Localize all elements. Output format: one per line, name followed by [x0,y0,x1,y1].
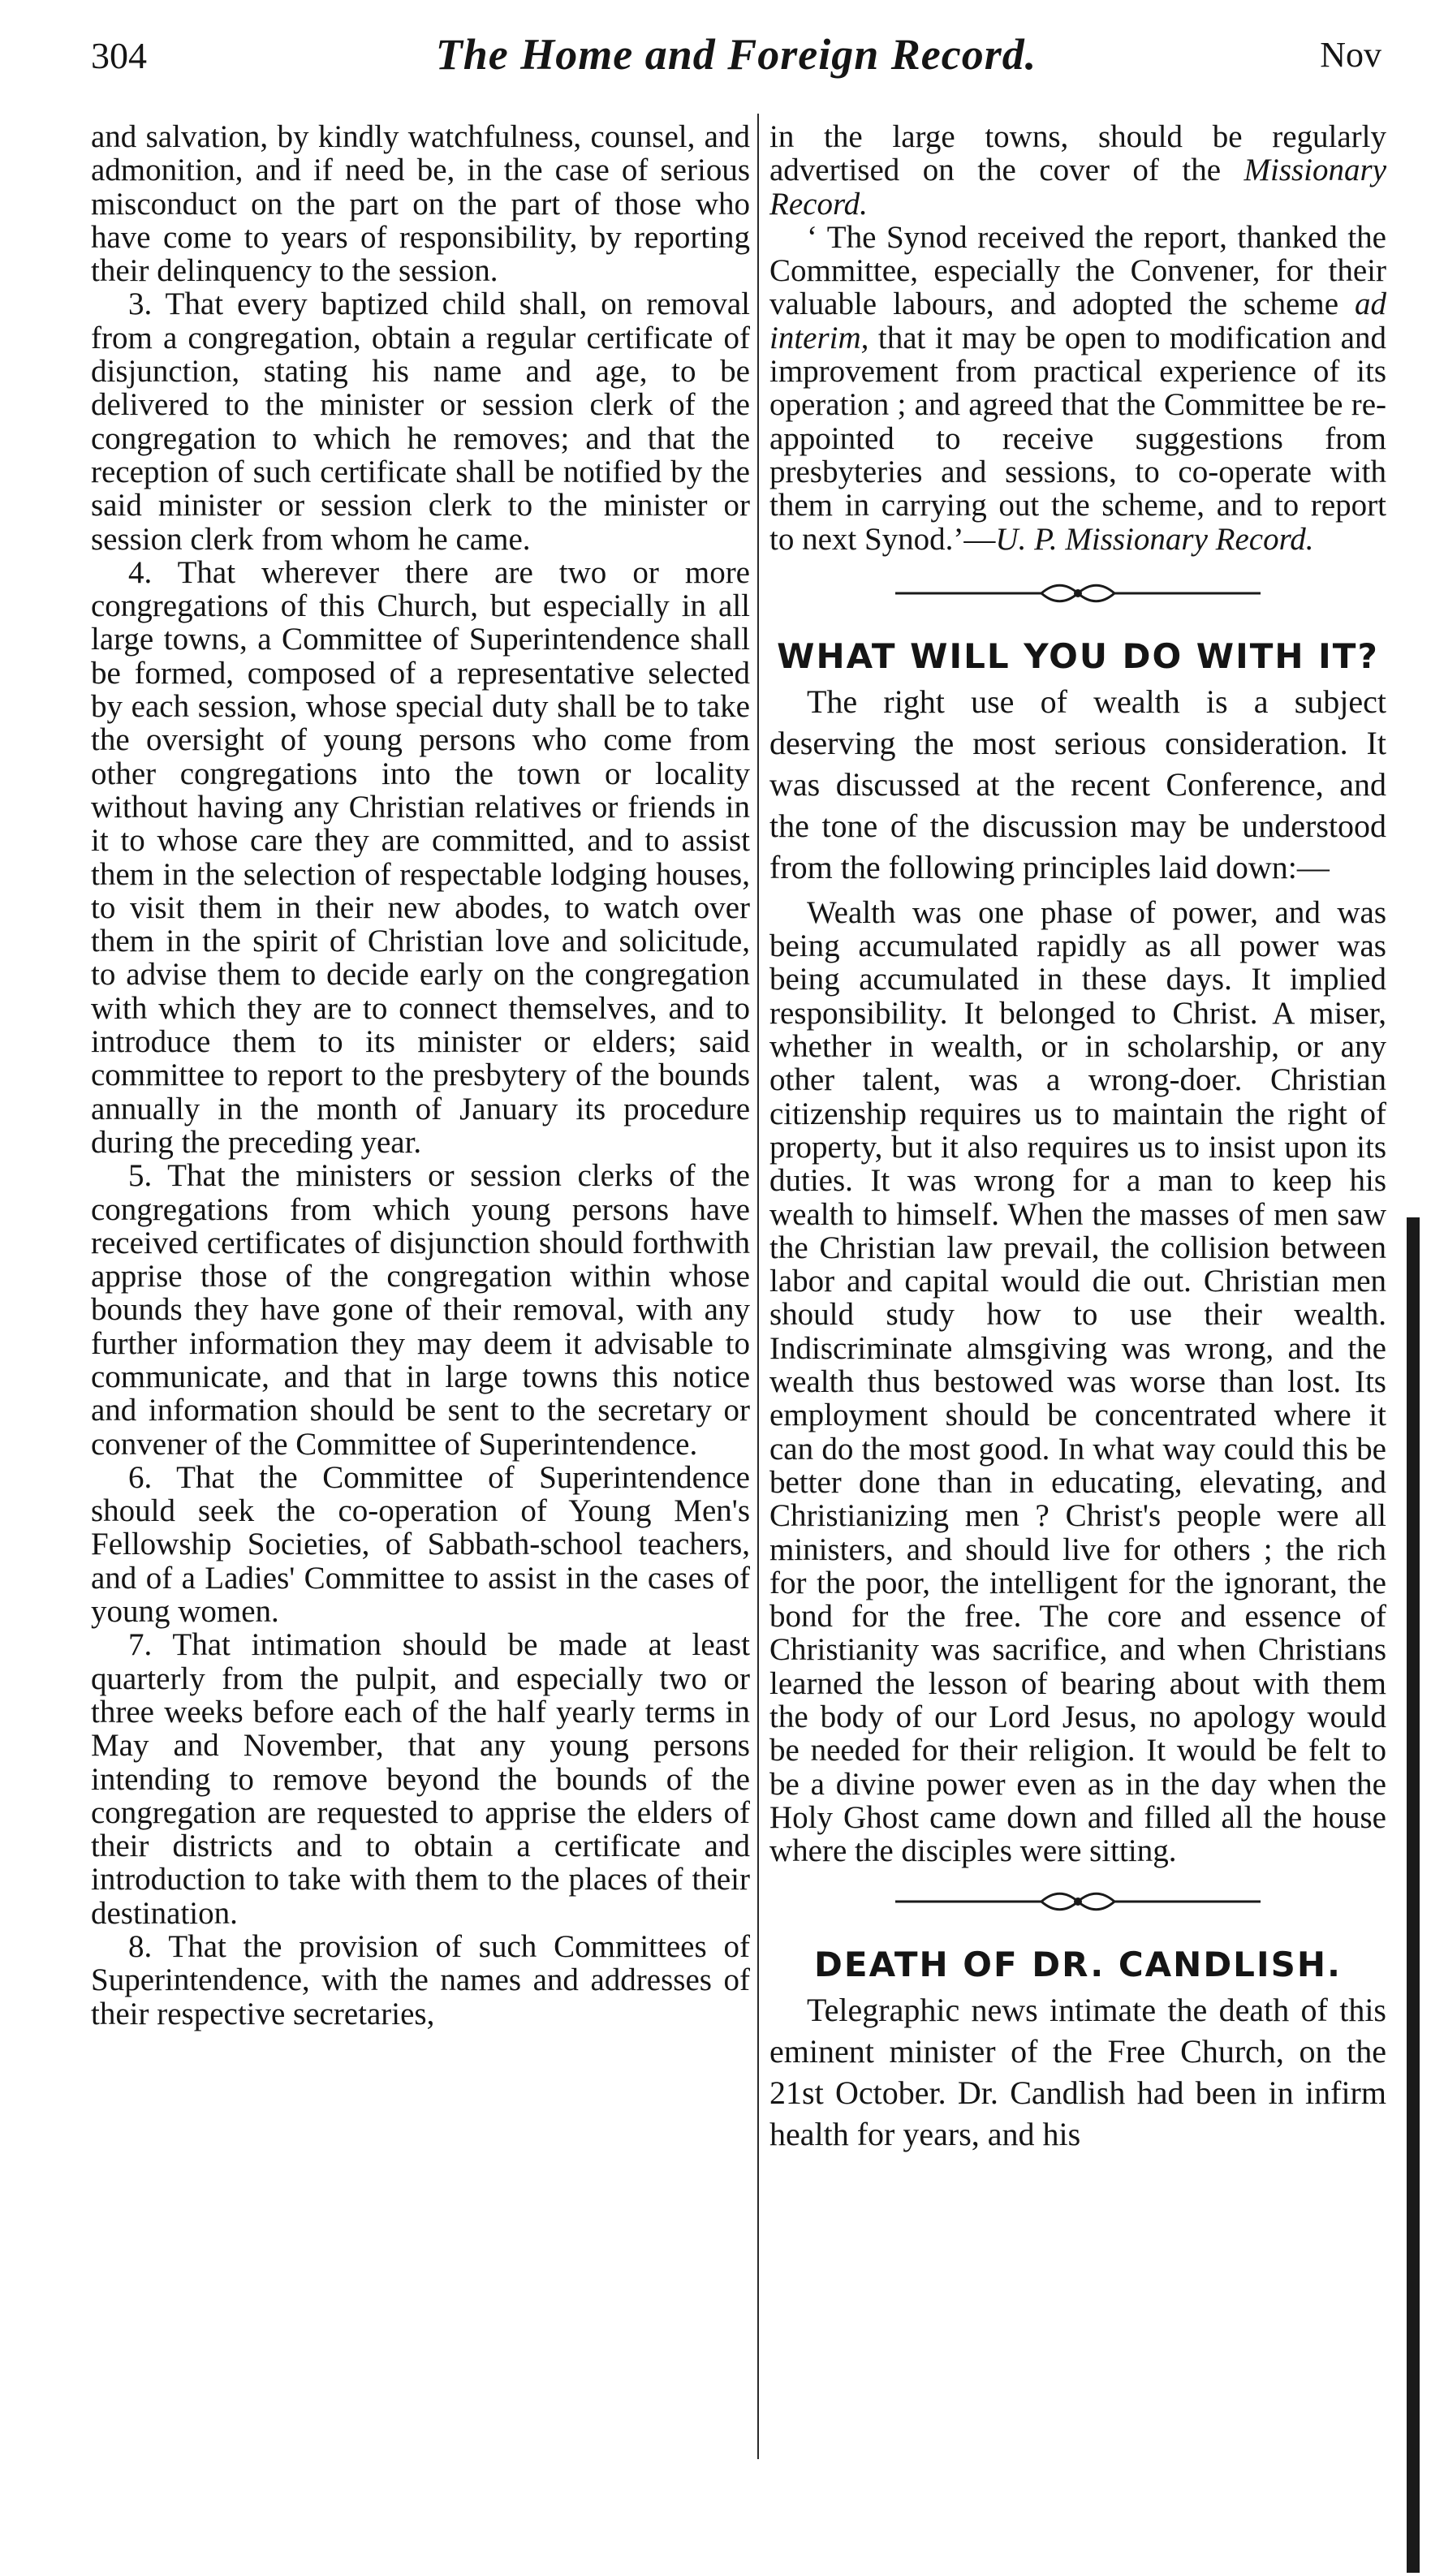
paragraph-continuation-right [769,120,1386,221]
synod-text-rest: that it may be open to modification and improvement from practical experience of its operation ; and agreed that the Committee be re-appointed to receive suggestions from presbyteries and sessions, to co-operate with them in carrying out the scheme, and to report to next Synod.’— [769,320,1386,557]
synod-paragraph [769,221,1386,556]
right-column [769,120,1386,2155]
page-edge-shadow [1407,1217,1420,2573]
latin-phrase: ad interim, [769,286,1386,355]
running-head-month: Nov [1320,35,1381,75]
ornament-icon [887,583,1269,604]
column-divider [757,114,759,2459]
page-number: 304 [91,35,147,76]
section-body-wealth: Wealth was one phase of power, and was being accumulated rapidly as all power was being accumulated in these days. It implied responsibility. It belonged to Christ. A miser, whether in wealth, or in scholarship, or any other talent, was a wrong-doer. Christian citizenship requires us to maintain the right of property, but it also requires us to insist upon its duties. It was wrong for a man to keep his wealth to himself. When the masses of men saw the Christian law prevail, the collision between labor and capital would die out. Christian men should study how to use their wealth. Indiscriminate almsgiving was wrong, and the wealth thus bestowed was worse than lost. Its employment should be concentrated where it can do the most good. In what way could this be better done than in educating, elevating, and Christianizing men ? Christ's people were all ministers, and should live for others ; the rich for the poor, the intelligent for the ignorant, the bond for the free. The core and essence of Christianity was sacrifice, and when Christians learned the lesson of bearing about with them the body of our Lord Jesus, no apology would be needed for their religion. It would be felt to be a divine power even as in the day when the Holy Ghost came down and filled all the house where the disciples were sitting. [769,894,1386,1869]
section-intro-wealth: The right use of wealth is a subject deserving the most serious consideration. It was discussed at the recent Conference, and the tone of the discussion may be understood from the following principles laid down:— [769,683,1386,885]
page-header [91,29,1381,94]
paragraph-item-8: 8. That the provision of such Committees of Superintendence, with the names and addresses of their respective secretaries, [91,1929,750,2031]
left-column [91,120,750,2031]
paragraph-item-4: 4. That wherever there are two or more congregations of this Church, but especially in all large towns, a Committee of Superintendence shall be formed, composed of a representative selected by each session, whose special duty shall be to take the oversight of young persons who come from other congregations into the town or locality without having any Christian relatives or friends in it to whose care they are committed, and to assist them in the selection of respectable lodging houses, to visit them in their new abodes, to watch over them in the spirit of Christian love and solicitude, to advise them to decide early on the congregation with which they are to connect themselves, and to introduce them to its minister or elders; said committee to report to the presbytery of the bounds annually in the month of January its procedure during the preceding year. [91,554,750,1160]
section-body-candlish: Telegraphic news intimate the death of this eminent minister of the Free Church, on the 21st October. Dr. Candlish had been in infirm health for years, and his [769,1992,1386,2153]
journal-title: The Home and Foreign Record. [435,30,1037,79]
synod-text: ‘ The Synod received the report, thanked the Committee, especially the Convener, for their valuable labours, and adopted the scheme [769,219,1386,322]
section-heading-wealth: WHAT WILL YOU DO WITH IT? [777,635,1379,676]
paragraph-item-6: 6. That the Committee of Superintendence should seek the co-operation of Young Men's Fellowship Societies, of Sabbath-school teachers, and of a Ladies' Committee to assist in the cases of young women. [91,1459,750,1630]
paragraph-continuation: and salvation, by kindly watchfulness, counsel, and admonition, and if need be, in the case of serious misconduct on the part on the part of those who have come to years of responsibility, by reporting their delinquency to the session. [91,119,750,289]
ornament-icon [887,1891,1269,1912]
section-heading-candlish: DEATH OF DR. CANDLISH. [814,1945,1342,1985]
ornamental-rule [769,571,1386,616]
paragraph-item-7: 7. That intimation should be made at least quarterly from the pulpit, and especially two or three weeks before each of the half yearly terms in May and November, that any young persons intending to remove beyond the bounds of the congregation are requested to apprise the elders of their districts and to obtain a certificate and introduction to take with them to the places of their destination. [91,1627,750,1931]
paragraph-item-3: 3. That every baptized child shall, on removal from a congregation, obtain a regular certificate of disjunction, stating his name and age, to be delivered to the minister or session clerk of the congregation to which he removes; and that the reception of such certificate shall be notified by the said minister or session clerk to the minister or session clerk from whom he came. [91,286,750,557]
source-citation: U. P. Missionary Record. [995,521,1314,557]
continuation-text: in the large towns, should be regularly advertised on the cover of the [769,119,1386,188]
paragraph-item-5: 5. That the ministers or session clerks of the congregations from which young persons have received certificates of disjunction should forthwith apprise those of the congregation within whose bounds they have gone of their removal, with any further information they may deem it advisable to communicate, and that in large towns this notice and information should be sent to the secretary or convener of the Committee of Superintendence. [91,1158,750,1462]
publication-name: Missionary Record. [769,153,1386,222]
ornamental-rule-2 [769,1879,1386,1924]
